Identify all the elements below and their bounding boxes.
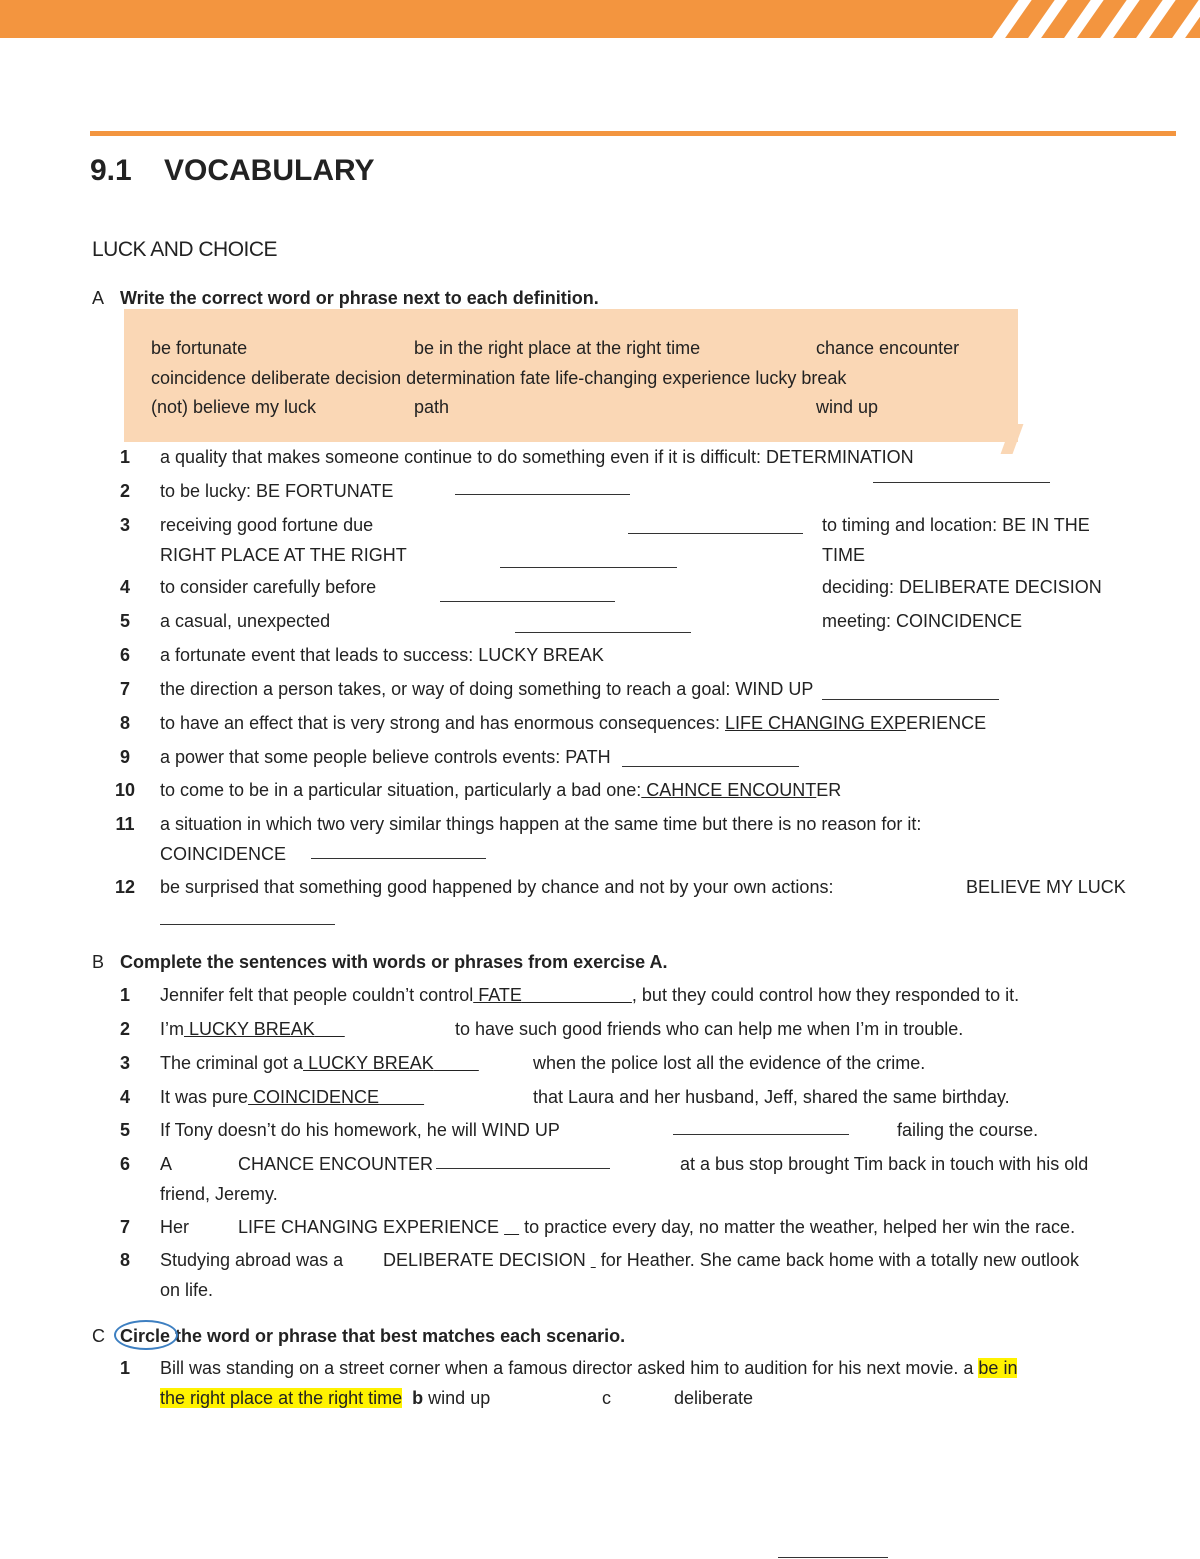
item-number: 8 (119, 713, 130, 733)
definition-text: COINCIDENCE (160, 844, 287, 864)
item-number: 1 (119, 985, 130, 1005)
definition-prompt: to have an effect that is very strong and has enormous consequences: (160, 713, 726, 733)
highlighted-answer: be in (978, 1358, 1018, 1378)
answer-blank (673, 1134, 849, 1135)
item-number: 3 (119, 1053, 130, 1073)
answer-blank (455, 494, 630, 495)
answer-blank (873, 482, 1050, 483)
answer-text: LUCKY BREAK (184, 1019, 315, 1039)
definition-text: be surprised that something good happened by chance and not by your own actions: (160, 877, 834, 897)
word-box-item: (not) believe my luck (151, 397, 317, 417)
answer-blank (628, 533, 803, 534)
word-box-row: coincidence deliberate decision determination fate life-changing experience lucky break (151, 368, 847, 388)
answer-text: LUCKY BREAK (303, 1053, 434, 1073)
answer-blank (311, 858, 486, 859)
answer-blank (500, 567, 677, 568)
item-number: 5 (119, 1120, 130, 1140)
sentence-end: , but they could control how they responded to it. (631, 985, 1020, 1005)
item-number: 3 (119, 515, 130, 535)
word-box (124, 309, 1018, 442)
word-box-item: path (414, 397, 450, 417)
sentence-start: I’m (160, 1019, 184, 1039)
definition-prompt: the direction a person takes, or way of doing something to reach a goal: (160, 679, 736, 699)
answer-blank (436, 1168, 610, 1169)
sentence-end: at a bus stop brought Tim back in touch with his old (680, 1154, 1089, 1174)
sentence-end: when the police lost all the evidence of the crime. (533, 1053, 926, 1073)
title-number: 9.1 (90, 154, 132, 187)
sentence-start: Jennifer felt that people couldn’t control (160, 985, 474, 1005)
section-c-instruction (120, 1324, 625, 1348)
item-number: 12 (114, 877, 136, 897)
sentence-end: to have such good friends who can help me when I’m in trouble. (455, 1019, 964, 1039)
item-number: 1 (119, 447, 130, 467)
item-number: 6 (119, 1154, 130, 1174)
page-subtitle: LUCK AND CHOICE (92, 238, 278, 261)
answer-blank (440, 601, 615, 602)
sentence-end: to practice every day, no matter the weather, helped her win the race. (519, 1217, 1076, 1237)
item-number: 7 (119, 1217, 130, 1237)
item-number: 2 (119, 481, 130, 501)
answer-text: LIFE CHANGING EXP (725, 713, 907, 733)
definition-prompt-tail: ERIENCE (906, 713, 987, 733)
title-rule (90, 131, 1176, 136)
definition-text: a casual, unexpected (160, 611, 331, 631)
scenario-prompt: Bill was standing on a street corner when a famous director asked him to audition for his next movie. a (160, 1358, 979, 1378)
definition-text: BELIEVE MY LUCK (966, 877, 1126, 897)
section-b-instruction: Complete the sentences with words or phrases from exercise A. (120, 952, 668, 972)
definition-prompt-tail: ER (816, 780, 842, 800)
section-b-letter: B (92, 952, 105, 972)
header-bar (0, 0, 1200, 38)
sentence-text (160, 1085, 424, 1109)
word-box-item: be fortunate (151, 338, 248, 358)
definition-prompt: to come to be in a particular situation, particularly a bad one: (160, 780, 642, 800)
pen-circle-mark (114, 1320, 178, 1350)
answer-blank-space (379, 1087, 424, 1107)
sentence-end: that Laura and her husband, Jeff, shared the same birthday. (533, 1087, 1010, 1107)
sentence-text (160, 983, 1019, 1007)
sentence-text (238, 1215, 1075, 1239)
scenario-options (160, 1386, 490, 1410)
answer-blank (822, 699, 999, 700)
item-number: 4 (119, 1087, 130, 1107)
answer-blank-space (315, 1019, 345, 1039)
sentence-start: Studying abroad was a (160, 1250, 344, 1270)
definition-text: a situation in which two very similar things happen at the same time but there is no reason for it: (160, 814, 922, 834)
definition-text: deciding: DELIBERATE DECISION (822, 577, 1102, 597)
item-number: 7 (119, 679, 130, 699)
option-letter: b (412, 1388, 424, 1408)
section-c-letter: C (92, 1326, 105, 1346)
answer-blank (515, 632, 691, 633)
definition-text (160, 711, 986, 735)
item-number: 9 (119, 747, 130, 767)
answer-text: COINCIDENCE (248, 1087, 380, 1107)
item-number: 2 (119, 1019, 130, 1039)
definition-text: a quality that makes someone continue to do something even if it is difficult: DETERMINATION (160, 447, 914, 467)
definition-text: TIME (822, 545, 865, 565)
instruction-rest: the word or phrase that best matches each scenario. (170, 1326, 626, 1346)
word-box-item: be in the right place at the right time (414, 338, 701, 358)
option-b: wind up (428, 1388, 491, 1408)
definition-text: to consider carefully before (160, 577, 377, 597)
section-a-instruction: Write the correct word or phrase next to each definition. (120, 288, 599, 308)
answer-text: CAHNCE ENCOUNT (641, 780, 817, 800)
item-number: 4 (119, 577, 130, 597)
answer-text: LIFE CHANGING EXPERIENCE (238, 1217, 500, 1237)
sentence-end-line2: on life. (160, 1280, 214, 1300)
definition-prompt: a power that some people believe controls events: (160, 747, 561, 767)
sentence-end: failing the course. (897, 1120, 1039, 1140)
answer-blank-space (499, 1217, 519, 1237)
definition-text: receiving good fortune due (160, 515, 374, 535)
title-text: VOCABULARY (164, 154, 375, 187)
answer-text: CHANCE ENCOUNTER (238, 1154, 434, 1174)
sentence-start: If Tony doesn’t do his homework, he will WIND UP (160, 1120, 560, 1140)
answer-text: DELIBERATE DECISION (383, 1250, 586, 1270)
definition-text: to timing and location: BE IN THE (822, 515, 1090, 535)
sentence-text (160, 1051, 479, 1075)
option-letter: c (602, 1388, 611, 1408)
word-box-item: chance encounter (816, 338, 960, 358)
highlighted-answer: the right place at the right time (160, 1388, 403, 1408)
sentence-start: Her (160, 1217, 190, 1237)
item-number: 6 (119, 645, 130, 665)
sentence-text (383, 1248, 1079, 1272)
answer-text: WIND UP (735, 679, 814, 699)
definition-text: to be lucky: BE FORTUNATE (160, 481, 394, 501)
definition-text (160, 677, 813, 701)
item-number: 5 (119, 611, 130, 631)
sentence-start: A (160, 1154, 173, 1174)
section-a-letter: A (92, 288, 105, 308)
answer-blank (160, 924, 335, 925)
answer-text: PATH (560, 747, 611, 767)
item-number: 1 (119, 1358, 130, 1378)
page-title (90, 154, 375, 188)
circle-word: Circle (120, 1326, 171, 1346)
sentence-end: for Heather. She came back home with a totally new outlook (595, 1250, 1080, 1270)
sentence-start: It was pure (160, 1087, 249, 1107)
definition-text: meeting: COINCIDENCE (822, 611, 1023, 631)
definition-text: RIGHT PLACE AT THE RIGHT (160, 545, 407, 565)
word-box-item: wind up (816, 397, 879, 417)
answer-blank-space (434, 1053, 479, 1073)
option-c: deliberate (674, 1388, 754, 1408)
item-number: 10 (114, 780, 136, 800)
footer-line (778, 1557, 888, 1558)
answer-blank (622, 766, 799, 767)
definition-text (160, 745, 611, 769)
item-number: 11 (115, 814, 135, 834)
sentence-text (160, 1017, 345, 1041)
item-number: 8 (119, 1250, 130, 1270)
sentence-start: The criminal got a (160, 1053, 304, 1073)
sentence-end-line2: friend, Jeremy. (160, 1184, 278, 1204)
definition-text (160, 778, 841, 802)
definition-text: a fortunate event that leads to success: LUCKY BREAK (160, 645, 604, 665)
answer-blank-space (522, 985, 632, 1005)
scenario-text (160, 1356, 1017, 1380)
answer-text: FATE (473, 985, 522, 1005)
answer-blank-space (586, 1250, 596, 1270)
